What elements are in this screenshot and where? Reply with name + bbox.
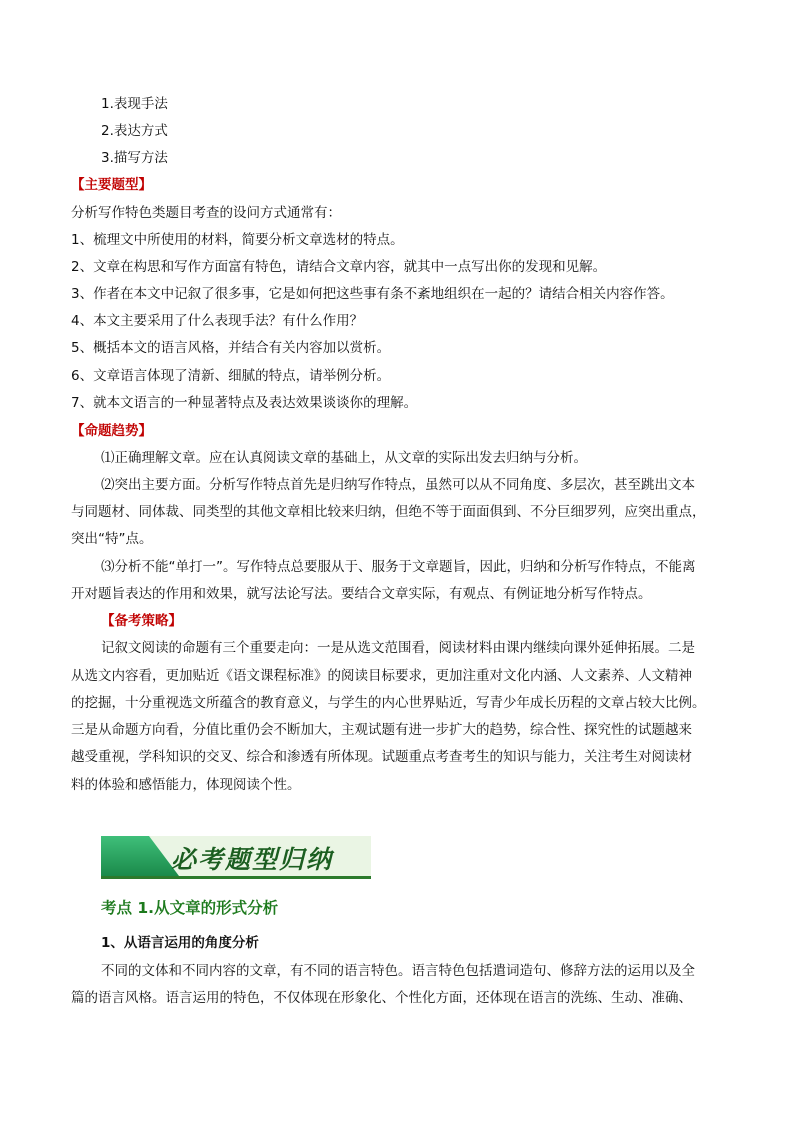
trend-line-4: 突出“特”点。: [71, 531, 153, 547]
section-heading-trends: 【命题趋势】: [71, 423, 152, 439]
banner-title: 必考题型归纳: [171, 845, 334, 874]
strategy-line-5: 越受重视，学科知识的交叉、综合和渗透有所体现。试题重点考查考生的知识与能力，关注考生对阅读材: [71, 749, 692, 765]
question-type-1: 1、梳理文中所使用的材料，简要分析文章选材的特点。: [71, 232, 404, 248]
kaodian-subheading: 1、从语言运用的角度分析: [101, 935, 259, 951]
list-item-1: 1.表现手法: [101, 96, 168, 112]
question-type-7: 7、就本文语言的一种显著特点及表达效果谈谈你的理解。: [71, 395, 418, 411]
section-heading-main-types: 【主要题型】: [71, 177, 152, 193]
question-type-2: 2、文章在构思和写作方面富有特色，请结合文章内容，就其中一点写出你的发现和见解。: [71, 259, 607, 275]
kaodian-title: 考点 1.从文章的形式分析: [101, 899, 279, 917]
question-type-6: 6、文章语言体现了清新、细腻的特点，请举例分析。: [71, 368, 391, 384]
question-type-4: 4、本文主要采用了什么表现手法？有什么作用？: [71, 313, 364, 329]
strategy-line-6: 料的体验和感悟能力，体现阅读个性。: [71, 777, 301, 793]
question-type-5: 5、概括本文的语言风格，并结合有关内容加以赏析。: [71, 340, 391, 356]
banner-underline: [101, 876, 371, 879]
section-heading-strategy: 【备考策略】: [101, 613, 182, 629]
list-item-3: 3.描写方法: [101, 150, 168, 166]
strategy-line-2: 从选文内容看，更加贴近《语文课程标准》的阅读目标要求，更加注重对文化内涵、人文素养、人文精神: [71, 668, 692, 684]
strategy-line-1: 记叙文阅读的命题有三个重要走向：一是从选文范围看，阅读材料由课内继续向课外延伸拓展。二是: [101, 640, 695, 656]
trend-line-3: 与同题材、同体裁、同类型的其他文章相比较来归纳，但绝不等于面面俱到、不分巨细罗列，应突出重点，: [71, 504, 706, 520]
strategy-line-4: 三是从命题方向看，分值比重仍会不断加大，主观试题有进一步扩大的趋势，综合性、探究性的试题越来: [71, 722, 692, 738]
section-intro: 分析写作特色类题目考查的设问方式通常有：: [71, 205, 341, 221]
trend-line-1: ⑴正确理解文章。应在认真阅读文章的基础上，从文章的实际出发去归纳与分析。: [101, 450, 587, 466]
strategy-line-3: 的挖掘，十分重视选文所蕴含的教育意义，与学生的内心世界贴近，写青少年成长历程的文章占较大比例。: [71, 695, 706, 711]
kaodian-line-1: 不同的文体和不同内容的文章，有不同的语言特色。语言特色包括遣词造句、修辞方法的运用以及全: [101, 963, 695, 979]
trend-line-5: ⑶分析不能“单打一”。写作特点总要服从于、服务于文章题旨，因此，归纳和分析写作特点，不能离: [101, 559, 696, 575]
trend-line-6: 开对题旨表达的作用和效果，就写法论写法。要结合文章实际，有观点、有例证地分析写作特点。: [71, 586, 652, 602]
section-banner: [101, 836, 371, 880]
banner-trapezoid-icon: [101, 836, 181, 876]
kaodian-line-2: 篇的语言风格。语言运用的特色，不仅体现在形象化、个性化方面，还体现在语言的洗练、生动、准确、: [71, 990, 692, 1006]
trend-line-2: ⑵突出主要方面。分析写作特点首先是归纳写作特点，虽然可以从不同角度、多层次，甚至跳出文本: [101, 477, 695, 493]
list-item-2: 2.表达方式: [101, 123, 168, 139]
question-type-3: 3、作者在本文中记叙了很多事，它是如何把这些事有条不紊地组织在一起的？请结合相关内容作答。: [71, 286, 674, 302]
